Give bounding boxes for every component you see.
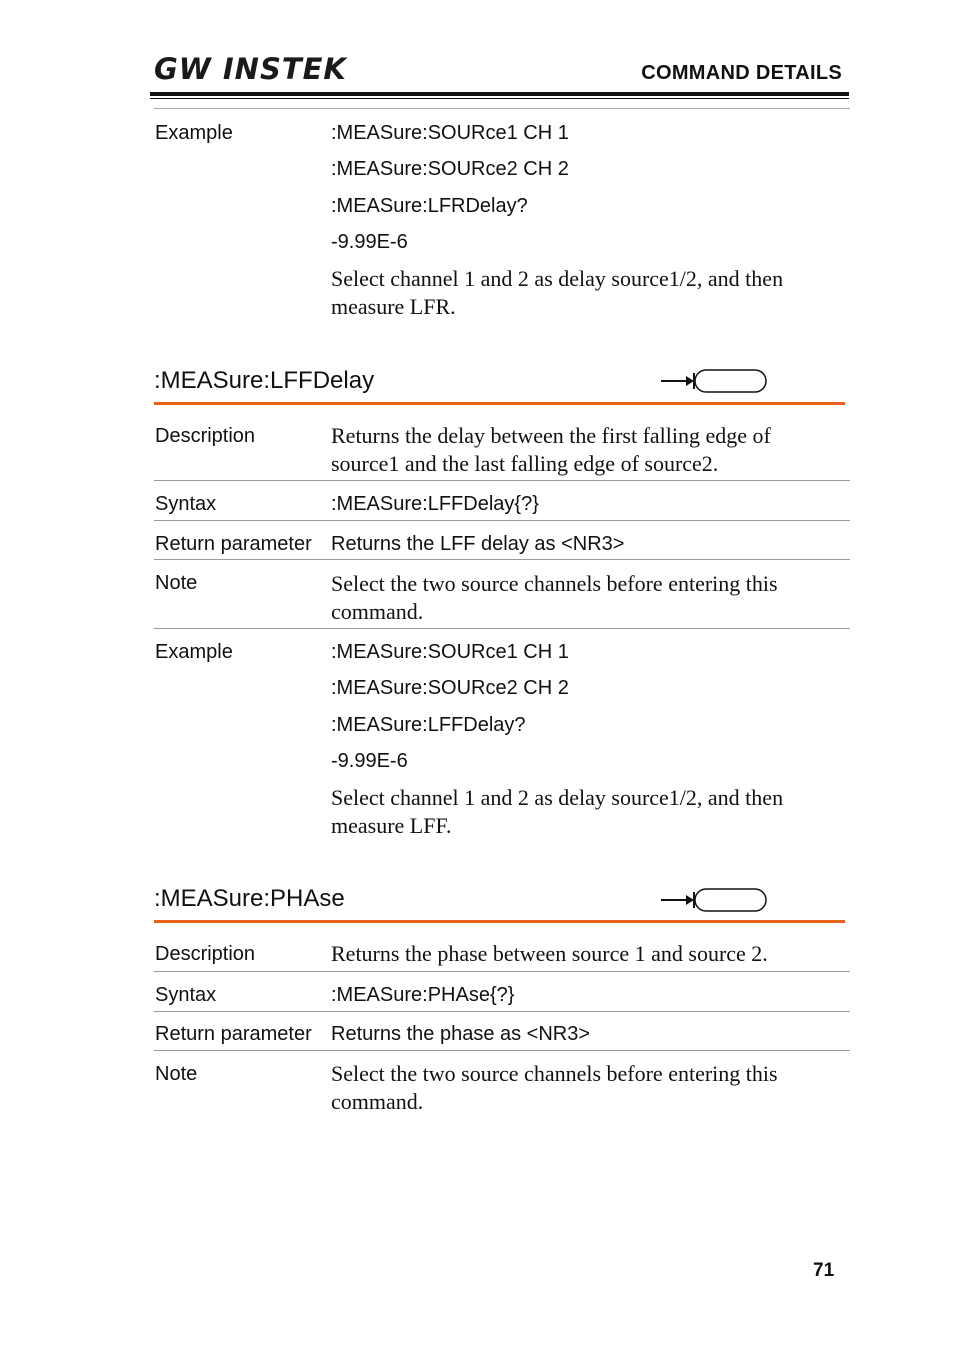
header-rule-thick: [150, 92, 849, 96]
example-line: :MEASure:LFRDelay?: [331, 195, 528, 217]
section-title: :MEASure:PHAse: [154, 885, 345, 912]
row-divider: [154, 520, 850, 521]
row-divider: [154, 971, 850, 972]
chapter-title: COMMAND DETAILS: [641, 62, 842, 84]
query-arrow-icon: [660, 887, 768, 913]
example-label: Example: [155, 641, 233, 663]
example-label: Example: [155, 122, 233, 144]
header-rule-thin: [150, 98, 849, 99]
return-parameter-value: Returns the LFF delay as <NR3>: [331, 533, 625, 555]
query-arrow-icon: [660, 368, 768, 394]
section-title: :MEASure:LFFDelay: [154, 367, 375, 394]
note-value: Select the two source channels before entering this command.: [331, 571, 778, 624]
section-rule: [154, 920, 845, 923]
example-line: :MEASure:SOURce1 CH 1: [331, 641, 569, 663]
page-number: 71: [813, 1260, 835, 1281]
example-line: :MEASure:LFFDelay?: [331, 714, 526, 736]
syntax-label: Syntax: [155, 984, 217, 1006]
example-line: :MEASure:SOURce2 CH 2: [331, 677, 569, 699]
description-value: Returns the phase between source 1 and source 2.: [331, 941, 768, 966]
syntax-label: Syntax: [155, 493, 217, 515]
note-label: Note: [155, 572, 198, 594]
example-line: -9.99E-6: [331, 750, 408, 772]
row-divider: [154, 1011, 850, 1012]
return-parameter-value: Returns the phase as <NR3>: [331, 1023, 591, 1045]
syntax-value: :MEASure:PHAse{?}: [331, 984, 515, 1006]
logo-text: GW INSTEK: [154, 52, 347, 86]
example-line: -9.99E-6: [331, 231, 408, 253]
example-description: Select channel 1 and 2 as delay source1/2, and then measure LFR.: [331, 266, 784, 319]
return-parameter-label: Return parameter: [155, 533, 312, 555]
row-divider: [154, 559, 850, 560]
example-description: Select channel 1 and 2 as delay source1/2, and then measure LFF.: [331, 785, 784, 838]
description-value: Returns the delay between the first falling edge of source1 and the last falling edge of source2.: [331, 423, 771, 476]
note-value: Select the two source channels before entering this command.: [331, 1061, 778, 1114]
row-divider: [154, 1050, 850, 1051]
note-label: Note: [155, 1063, 198, 1085]
row-divider: [154, 480, 850, 481]
example-line: :MEASure:SOURce2 CH 2: [331, 158, 569, 180]
example-line: :MEASure:SOURce1 CH 1: [331, 122, 569, 144]
section-rule: [154, 402, 845, 405]
brand-logo: [154, 54, 347, 84]
description-label: Description: [155, 425, 256, 447]
syntax-value: :MEASure:LFFDelay{?}: [331, 493, 539, 515]
header-rule-light: [154, 108, 850, 109]
return-parameter-label: Return parameter: [155, 1023, 312, 1045]
row-divider: [154, 628, 850, 629]
description-label: Description: [155, 943, 256, 965]
